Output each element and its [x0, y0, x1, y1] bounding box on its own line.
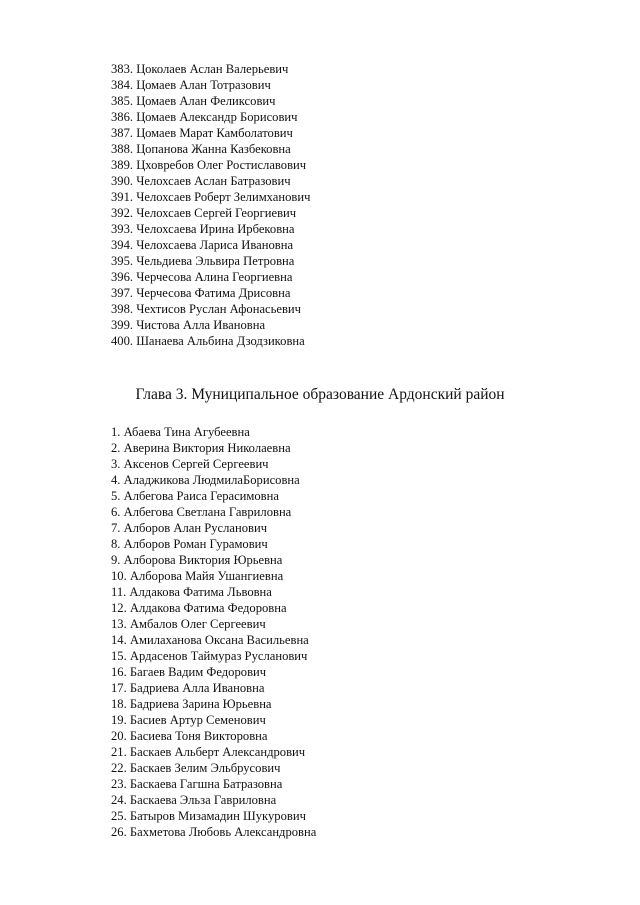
list-item: 396. Черчесова Алина Георгиевна — [111, 270, 293, 284]
list-item: 12. Алдакова Фатима Федоровна — [111, 601, 287, 615]
list-item: 22. Баскаев Зелим Эльбрусович — [111, 761, 281, 775]
list-item: 2. Аверина Виктория Николаевна — [111, 441, 291, 455]
list-item: 16. Багаев Вадим Федорович — [111, 665, 267, 679]
list-item: 389. Цховребов Олег Ростиславович — [111, 158, 307, 172]
list-item: 9. Алборова Виктория Юрьевна — [111, 553, 283, 567]
list-item: 399. Чистова Алла Ивановна — [111, 318, 266, 332]
list-item: 386. Цомаев Александр Борисович — [111, 110, 298, 124]
list-item: 4. Аладжикова ЛюдмилаБорисовна — [111, 473, 300, 487]
list-item: 398. Чехтисов Руслан Афонасьевич — [111, 302, 302, 316]
list-item: 387. Цомаев Марат Камболатович — [111, 126, 293, 140]
name-list-ardon — [111, 424, 316, 840]
list-item: 393. Челохсаева Ирина Ирбековна — [111, 222, 295, 236]
list-item: 21. Баскаев Альберт Александрович — [111, 745, 306, 759]
list-item: 14. Амилаханова Оксана Васильевна — [111, 633, 309, 647]
list-item: 11. Алдакова Фатима Львовна — [111, 585, 272, 599]
list-item: 23. Баскаева Гагшна Батразовна — [111, 777, 283, 791]
list-item: 397. Черчесова Фатима Дрисовна — [111, 286, 291, 300]
list-item: 26. Бахметова Любовь Александровна — [111, 825, 317, 839]
list-item: 394. Челохсаева Лариса Ивановна — [111, 238, 294, 252]
list-item: 7. Алборов Алан Русланович — [111, 521, 268, 535]
list-item: 10. Алборова Майя Ушангиевна — [111, 569, 284, 583]
list-item: 15. Ардасенов Таймураз Русланович — [111, 649, 308, 663]
list-item: 24. Баскаева Эльза Гавриловна — [111, 793, 277, 807]
list-item: 5. Албегова Раиса Герасимовна — [111, 489, 279, 503]
list-item: 13. Амбалов Олег Сергеевич — [111, 617, 266, 631]
list-item: 390. Челохсаев Аслан Батразович — [111, 174, 291, 188]
list-item: 8. Алборов Роман Гурамович — [111, 537, 268, 551]
list-item: 20. Басиева Тоня Викторовна — [111, 729, 268, 743]
list-item: 391. Челохсаев Роберт Зелимханович — [111, 190, 311, 204]
list-item: 25. Батыров Мизамадин Шукурович — [111, 809, 306, 823]
list-item: 383. Цоколаев Аслан Валерьевич — [111, 62, 289, 76]
list-item: 388. Цопанова Жанна Казбековна — [111, 142, 291, 156]
list-item: 400. Шанаева Альбина Дзодзиковна — [111, 334, 305, 348]
list-item: 6. Албегова Светлана Гавриловна — [111, 505, 292, 519]
list-item: 18. Бадриева Зарина Юрьевна — [111, 697, 272, 711]
list-item: 385. Цомаев Алан Феликсович — [111, 94, 276, 108]
list-item: 17. Бадриева Алла Ивановна — [111, 681, 265, 695]
list-item: 1. Абаева Тина Агубеевна — [111, 425, 250, 439]
name-list-continued — [111, 61, 310, 349]
chapter-heading: Глава 3. Муниципальное образование Ардонский район — [135, 386, 505, 403]
list-item: 384. Цомаев Алан Тотразович — [111, 78, 271, 92]
list-item: 3. Аксенов Сергей Сергеевич — [111, 457, 269, 471]
list-item: 395. Чельдиева Эльвира Петровна — [111, 254, 295, 268]
list-item: 19. Басиев Артур Семенович — [111, 713, 266, 727]
list-item: 392. Челохсаев Сергей Георгиевич — [111, 206, 297, 220]
